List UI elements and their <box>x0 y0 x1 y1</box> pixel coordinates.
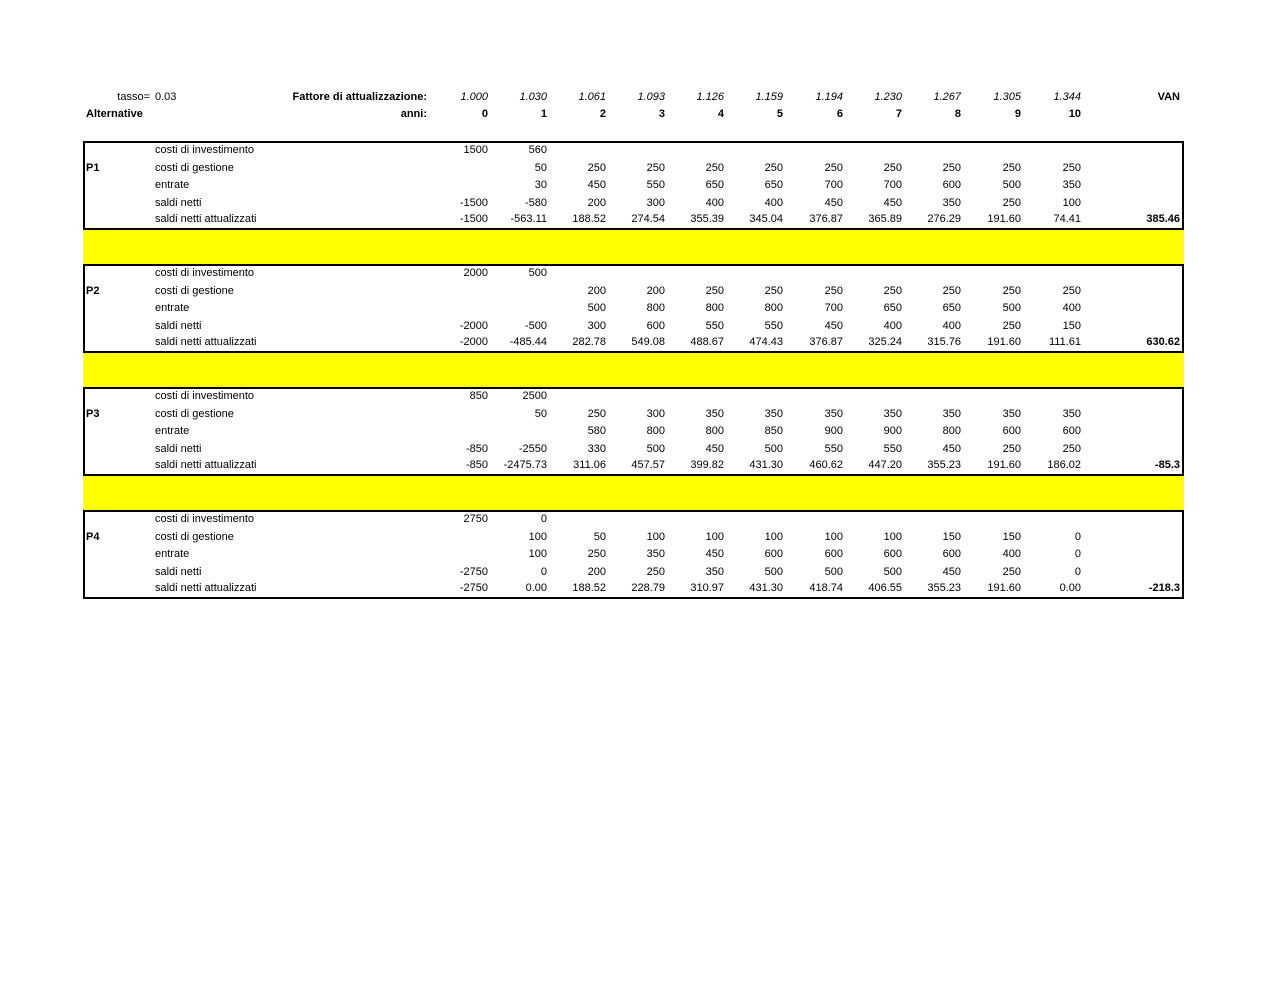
value-cell: 191.60 <box>987 459 1021 471</box>
value-cell: 800 <box>942 425 961 437</box>
value-cell: -850 <box>465 459 488 471</box>
van-value: -85.3 <box>1154 459 1180 471</box>
year-header-cell: 9 <box>1014 108 1021 120</box>
value-cell: 250 <box>1002 162 1021 174</box>
value-cell: 228.79 <box>631 582 665 594</box>
row-label: costi di gestione <box>155 408 234 420</box>
value-cell: 200 <box>587 566 606 578</box>
value-cell: 300 <box>646 408 665 420</box>
value-cell: 191.60 <box>987 336 1021 348</box>
value-cell: 650 <box>705 179 724 191</box>
anni-label: anni: <box>400 108 427 120</box>
row-label: costi di gestione <box>155 285 234 297</box>
van-value: 630.62 <box>1146 336 1180 348</box>
row-label: saldi netti <box>155 197 202 209</box>
value-cell: 0 <box>1074 531 1081 543</box>
project-name: P1 <box>86 162 100 174</box>
van-header: VAN <box>1157 91 1180 103</box>
value-cell: 355.39 <box>690 213 724 225</box>
van-value: -218.3 <box>1148 582 1180 594</box>
value-cell: 431.30 <box>749 459 783 471</box>
value-cell: 450 <box>942 566 961 578</box>
discount-factor-cell: 1.230 <box>874 91 902 103</box>
value-cell: 600 <box>764 548 783 560</box>
row-label: saldi netti attualizzati <box>155 459 257 471</box>
value-cell: 550 <box>883 443 902 455</box>
value-cell: 100 <box>764 531 783 543</box>
value-cell: 350 <box>705 408 724 420</box>
value-cell: 450 <box>942 443 961 455</box>
value-cell: 274.54 <box>631 213 665 225</box>
value-cell: 200 <box>587 197 606 209</box>
year-header-cell: 5 <box>776 108 783 120</box>
value-cell: 600 <box>942 548 961 560</box>
row-label: entrate <box>155 302 190 314</box>
value-cell: 74.41 <box>1053 213 1081 225</box>
value-cell: 650 <box>764 179 783 191</box>
value-cell: -1500 <box>459 213 488 225</box>
value-cell: 450 <box>705 548 724 560</box>
value-cell: 500 <box>764 566 783 578</box>
discount-factor-cell: 1.194 <box>815 91 843 103</box>
value-cell: 365.89 <box>868 213 902 225</box>
value-cell: 400 <box>764 197 783 209</box>
value-cell: 400 <box>883 320 902 332</box>
year-header-cell: 0 <box>481 108 488 120</box>
value-cell: 500 <box>528 267 547 279</box>
value-cell: 500 <box>764 443 783 455</box>
year-header-cell: 2 <box>599 108 606 120</box>
value-cell: 550 <box>646 179 665 191</box>
value-cell: 250 <box>1062 162 1081 174</box>
value-cell: 2500 <box>522 390 547 402</box>
value-cell: 188.52 <box>572 213 606 225</box>
value-cell: 30 <box>534 179 547 191</box>
value-cell: 250 <box>942 285 961 297</box>
value-cell: 250 <box>764 285 783 297</box>
value-cell: 250 <box>883 285 902 297</box>
value-cell: 250 <box>646 566 665 578</box>
value-cell: 250 <box>1002 285 1021 297</box>
value-cell: 650 <box>942 302 961 314</box>
value-cell: 250 <box>587 548 606 560</box>
fattore-label: Fattore di attualizzazione: <box>292 91 427 103</box>
value-cell: 350 <box>883 408 902 420</box>
tasso-value: 0.03 <box>155 91 177 103</box>
value-cell: 250 <box>883 162 902 174</box>
value-cell: 600 <box>824 548 843 560</box>
value-cell: 150 <box>1002 531 1021 543</box>
project-name: P4 <box>86 531 100 543</box>
discount-factor-cell: 1.061 <box>578 91 606 103</box>
row-label: entrate <box>155 179 190 191</box>
value-cell: 800 <box>646 425 665 437</box>
value-cell: 1500 <box>463 144 488 156</box>
value-cell: 186.02 <box>1047 459 1081 471</box>
value-cell: 800 <box>705 302 724 314</box>
row-label: saldi netti <box>155 443 202 455</box>
value-cell: 350 <box>824 408 843 420</box>
row-label: costi di investimento <box>155 390 255 402</box>
value-cell: 191.60 <box>987 582 1021 594</box>
value-cell: -2000 <box>459 320 488 332</box>
value-cell: 2750 <box>463 513 488 525</box>
value-cell: 500 <box>883 566 902 578</box>
value-cell: 250 <box>1062 285 1081 297</box>
value-cell: 0 <box>540 513 547 525</box>
value-cell: 2000 <box>463 267 488 279</box>
value-cell: 560 <box>528 144 547 156</box>
value-cell: 150 <box>1062 320 1081 332</box>
value-cell: 450 <box>824 197 843 209</box>
value-cell: 250 <box>764 162 783 174</box>
row-label: saldi netti <box>155 320 202 332</box>
value-cell: 276.29 <box>927 213 961 225</box>
value-cell: 550 <box>705 320 724 332</box>
value-cell: 250 <box>705 285 724 297</box>
separator-band <box>83 230 1184 264</box>
value-cell: 355.23 <box>927 459 961 471</box>
discount-factor-cell: 1.000 <box>460 91 488 103</box>
value-cell: 282.78 <box>572 336 606 348</box>
discount-factor-cell: 1.159 <box>755 91 783 103</box>
row-label: saldi netti attualizzati <box>155 213 257 225</box>
value-cell: -2750 <box>459 566 488 578</box>
value-cell: -500 <box>524 320 547 332</box>
value-cell: 580 <box>587 425 606 437</box>
separator-band <box>83 353 1184 387</box>
value-cell: 500 <box>646 443 665 455</box>
value-cell: 600 <box>646 320 665 332</box>
value-cell: -850 <box>465 443 488 455</box>
value-cell: 376.87 <box>809 213 843 225</box>
value-cell: 0.00 <box>525 582 547 594</box>
value-cell: -485.44 <box>509 336 547 348</box>
value-cell: 488.67 <box>690 336 724 348</box>
value-cell: 188.52 <box>572 582 606 594</box>
value-cell: 474.43 <box>749 336 783 348</box>
value-cell: 350 <box>1062 408 1081 420</box>
value-cell: 250 <box>824 285 843 297</box>
value-cell: 600 <box>942 179 961 191</box>
value-cell: 450 <box>587 179 606 191</box>
value-cell: 900 <box>824 425 843 437</box>
value-cell: 350 <box>646 548 665 560</box>
value-cell: 0 <box>540 566 547 578</box>
value-cell: 600 <box>883 548 902 560</box>
value-cell: 500 <box>1002 302 1021 314</box>
value-cell: 100 <box>528 548 547 560</box>
value-cell: 350 <box>764 408 783 420</box>
value-cell: 600 <box>1002 425 1021 437</box>
value-cell: 450 <box>705 443 724 455</box>
discount-factor-cell: 1.030 <box>519 91 547 103</box>
value-cell: -2750 <box>459 582 488 594</box>
value-cell: -563.11 <box>510 213 547 225</box>
value-cell: 800 <box>646 302 665 314</box>
value-cell: 450 <box>824 320 843 332</box>
value-cell: 400 <box>1002 548 1021 560</box>
value-cell: 300 <box>587 320 606 332</box>
value-cell: 550 <box>824 443 843 455</box>
value-cell: 111.61 <box>1048 336 1081 348</box>
value-cell: 250 <box>587 162 606 174</box>
row-label: saldi netti attualizzati <box>155 582 257 594</box>
value-cell: 50 <box>593 531 606 543</box>
value-cell: 600 <box>1062 425 1081 437</box>
value-cell: 355.23 <box>927 582 961 594</box>
value-cell: -2550 <box>518 443 547 455</box>
value-cell: 100 <box>883 531 902 543</box>
value-cell: 700 <box>824 302 843 314</box>
value-cell: 549.08 <box>631 336 665 348</box>
value-cell: 250 <box>1062 443 1081 455</box>
value-cell: 250 <box>587 408 606 420</box>
value-cell: 447.20 <box>868 459 902 471</box>
value-cell: 100 <box>646 531 665 543</box>
value-cell: 250 <box>1002 566 1021 578</box>
discount-factor-cell: 1.093 <box>637 91 665 103</box>
value-cell: 350 <box>942 408 961 420</box>
value-cell: 200 <box>646 285 665 297</box>
value-cell: 50 <box>534 162 547 174</box>
value-cell: 400 <box>705 197 724 209</box>
tasso-label: tasso= <box>117 91 150 103</box>
value-cell: 350 <box>1002 408 1021 420</box>
value-cell: 850 <box>764 425 783 437</box>
row-label: costi di investimento <box>155 144 255 156</box>
value-cell: 850 <box>469 390 488 402</box>
year-header-cell: 4 <box>717 108 724 120</box>
value-cell: 250 <box>1002 197 1021 209</box>
value-cell: 0 <box>1074 566 1081 578</box>
value-cell: 450 <box>883 197 902 209</box>
value-cell: 406.55 <box>868 582 902 594</box>
value-cell: 191.60 <box>987 213 1021 225</box>
value-cell: 315.76 <box>927 336 961 348</box>
value-cell: 150 <box>942 531 961 543</box>
value-cell: 250 <box>646 162 665 174</box>
value-cell: 431.30 <box>749 582 783 594</box>
value-cell: 550 <box>764 320 783 332</box>
value-cell: 0 <box>1074 548 1081 560</box>
year-header-cell: 3 <box>658 108 665 120</box>
discount-factor-cell: 1.267 <box>933 91 961 103</box>
value-cell: 350 <box>1062 179 1081 191</box>
value-cell: 100 <box>705 531 724 543</box>
value-cell: 50 <box>534 408 547 420</box>
value-cell: 460.62 <box>809 459 843 471</box>
value-cell: 500 <box>824 566 843 578</box>
project-name: P3 <box>86 408 100 420</box>
value-cell: -1500 <box>459 197 488 209</box>
value-cell: -580 <box>524 197 547 209</box>
value-cell: 650 <box>883 302 902 314</box>
row-label: entrate <box>155 425 190 437</box>
value-cell: 350 <box>942 197 961 209</box>
value-cell: 250 <box>1002 320 1021 332</box>
van-value: 385.46 <box>1146 213 1180 225</box>
value-cell: 310.97 <box>690 582 724 594</box>
row-label: saldi netti attualizzati <box>155 336 257 348</box>
row-label: costi di investimento <box>155 267 255 279</box>
row-label: costi di gestione <box>155 531 234 543</box>
project-name: P2 <box>86 285 100 297</box>
separator-band <box>83 476 1184 510</box>
value-cell: 250 <box>942 162 961 174</box>
value-cell: 0.00 <box>1059 582 1081 594</box>
year-header-cell: 1 <box>540 108 547 120</box>
value-cell: 457.57 <box>631 459 665 471</box>
value-cell: 900 <box>883 425 902 437</box>
value-cell: 350 <box>705 566 724 578</box>
row-label: costi di investimento <box>155 513 255 525</box>
value-cell: 800 <box>705 425 724 437</box>
value-cell: 500 <box>1002 179 1021 191</box>
value-cell: 300 <box>646 197 665 209</box>
discount-factor-cell: 1.126 <box>696 91 724 103</box>
value-cell: -2475.73 <box>503 459 547 471</box>
discount-factor-cell: 1.305 <box>993 91 1021 103</box>
value-cell: 250 <box>824 162 843 174</box>
value-cell: 311.06 <box>573 459 606 471</box>
value-cell: 100 <box>528 531 547 543</box>
year-header-cell: 6 <box>836 108 843 120</box>
value-cell: 250 <box>705 162 724 174</box>
value-cell: 418.74 <box>809 582 843 594</box>
alternative-label: Alternative <box>86 108 143 120</box>
value-cell: 700 <box>824 179 843 191</box>
value-cell: 399.82 <box>690 459 724 471</box>
value-cell: 330 <box>587 443 606 455</box>
value-cell: 400 <box>942 320 961 332</box>
value-cell: 100 <box>1062 197 1081 209</box>
value-cell: 376.87 <box>809 336 843 348</box>
value-cell: 700 <box>883 179 902 191</box>
value-cell: 345.04 <box>749 213 783 225</box>
value-cell: 400 <box>1062 302 1081 314</box>
row-label: entrate <box>155 548 190 560</box>
value-cell: 200 <box>587 285 606 297</box>
year-header-cell: 8 <box>954 108 961 120</box>
year-header-cell: 10 <box>1068 108 1081 120</box>
value-cell: 500 <box>587 302 606 314</box>
value-cell: 325.24 <box>868 336 902 348</box>
year-header-cell: 7 <box>895 108 902 120</box>
value-cell: 800 <box>764 302 783 314</box>
value-cell: 250 <box>1002 443 1021 455</box>
value-cell: 100 <box>824 531 843 543</box>
row-label: saldi netti <box>155 566 202 578</box>
value-cell: -2000 <box>459 336 488 348</box>
discount-factor-cell: 1.344 <box>1053 91 1081 103</box>
row-label: costi di gestione <box>155 162 234 174</box>
